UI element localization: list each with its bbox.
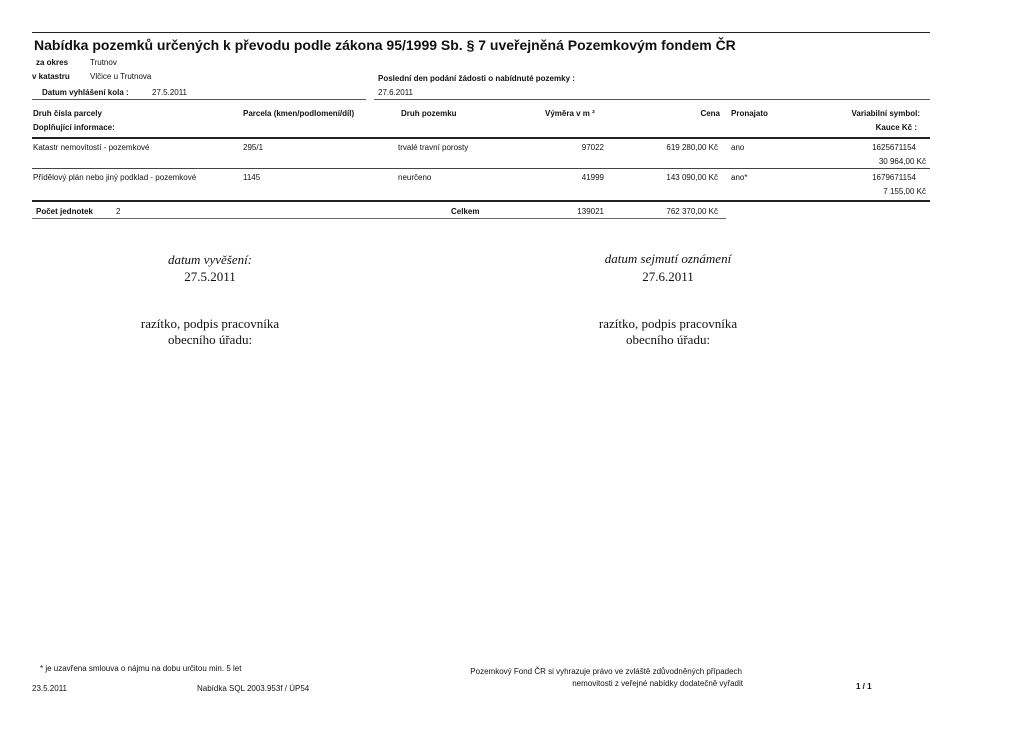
footer-print-date: 23.5.2011 <box>32 684 67 693</box>
table-header-rule <box>32 137 930 139</box>
col-header-parcela: Parcela (kmen/podlomení/díl) <box>243 109 355 118</box>
header-underline-right <box>374 99 930 100</box>
celkem-label: Celkem <box>451 207 480 216</box>
col-header-kauce: Kauce Kč : <box>875 123 917 132</box>
cell-druh-pozemku: neurčeno <box>398 173 432 182</box>
left-date-value: 27.5.2011 <box>184 269 236 284</box>
footer-page-number: 1 / 1 <box>856 682 872 691</box>
datum-kola-value: 27.5.2011 <box>152 88 187 97</box>
pocet-jednotek-label: Počet jednotek <box>36 207 93 216</box>
left-stamp-line1: razítko, podpis pracovníka <box>140 316 280 331</box>
row-divider <box>32 168 930 169</box>
cell-variabilni: 1625671154 <box>872 143 916 152</box>
col-header-pronajato: Pronajato <box>731 109 768 118</box>
footer-note: * je uzavřena smlouva o nájmu na dobu určitou min. 5 let <box>40 664 242 673</box>
cell-cena: 619 280,00 Kč <box>666 143 718 152</box>
datum-kola-label: Datum vyhlášení kola : <box>42 88 129 97</box>
cell-variabilni: 1679671154 <box>872 173 916 182</box>
header-underline-left <box>32 99 366 100</box>
pocet-jednotek-value: 2 <box>116 207 121 216</box>
cell-druh-cisla: Katastr nemovitostí - pozemkové <box>33 143 150 152</box>
left-stamp-line2: obecního úřadu: <box>167 332 253 347</box>
left-date-label: datum vyvěšení: <box>167 252 253 267</box>
cell-parcela: 295/1 <box>243 143 264 152</box>
footer-disclaimer-line1: Pozemkový Fond ČR si vyhrazuje právo ve zvláště zdůvodněných případech <box>470 667 742 676</box>
top-rule <box>32 32 930 33</box>
okres-value: Trutnov <box>90 58 117 67</box>
cell-druh-pozemku: trvalé travní porosty <box>398 143 469 152</box>
right-date-value: 27.6.2011 <box>642 269 694 284</box>
posledni-den-value: 27.6.2011 <box>378 88 413 97</box>
footer-disclaimer-line2: nemovitosti z veřejné nabídky dodatečně vyřadit <box>572 679 743 688</box>
table-bottom-rule <box>32 200 930 202</box>
col-header-vymera: Výměra v m ² <box>545 109 595 118</box>
cell-vymera: 97022 <box>581 143 604 152</box>
col-header-druh-cisla: Druh čísla parcely <box>33 109 102 118</box>
cell-druh-cisla: Přídělový plán nebo jiný podklad - pozemkové <box>33 173 197 182</box>
cell-parcela: 1145 <box>243 173 261 182</box>
col-header-variabilni: Variabilní symbol: <box>851 109 920 118</box>
footer-system-ref: Nabídka SQL 2003.953f / ÚP54 <box>197 684 310 693</box>
summary-underline <box>32 218 726 219</box>
posledni-den-label: Poslední den podání žádosti o nabídnuté pozemky : <box>378 74 575 83</box>
col-header-druh-pozemku: Druh pozemku <box>401 109 457 118</box>
right-stamp-line1: razítko, podpis pracovníka <box>598 316 738 331</box>
celkem-vymera: 139021 <box>577 207 604 216</box>
cell-vymera: 41999 <box>581 173 604 182</box>
col-header-cena: Cena <box>700 109 720 118</box>
cell-kauce: 30 964,00 Kč <box>878 157 926 166</box>
right-stamp-line2: obecního úřadu: <box>625 332 711 347</box>
okres-label: za okres <box>36 58 69 67</box>
cell-pronajato: ano <box>731 143 745 152</box>
right-date-label: datum sejmutí oznámení <box>604 251 732 266</box>
cell-kauce: 7 155,00 Kč <box>883 187 926 196</box>
celkem-cena: 762 370,00 Kč <box>666 207 718 216</box>
cell-pronajato: ano* <box>731 173 748 182</box>
katastr-value: Vlčice u Trutnova <box>90 72 152 81</box>
katastr-label: v katastru <box>32 72 70 81</box>
document-title: Nabídka pozemků určených k převodu podle zákona 95/1999 Sb. § 7 uveřejněná Pozemkovým fondem ČR <box>34 37 736 53</box>
cell-cena: 143 090,00 Kč <box>666 173 718 182</box>
col-header-doplnujici: Doplňující informace: <box>33 123 115 132</box>
